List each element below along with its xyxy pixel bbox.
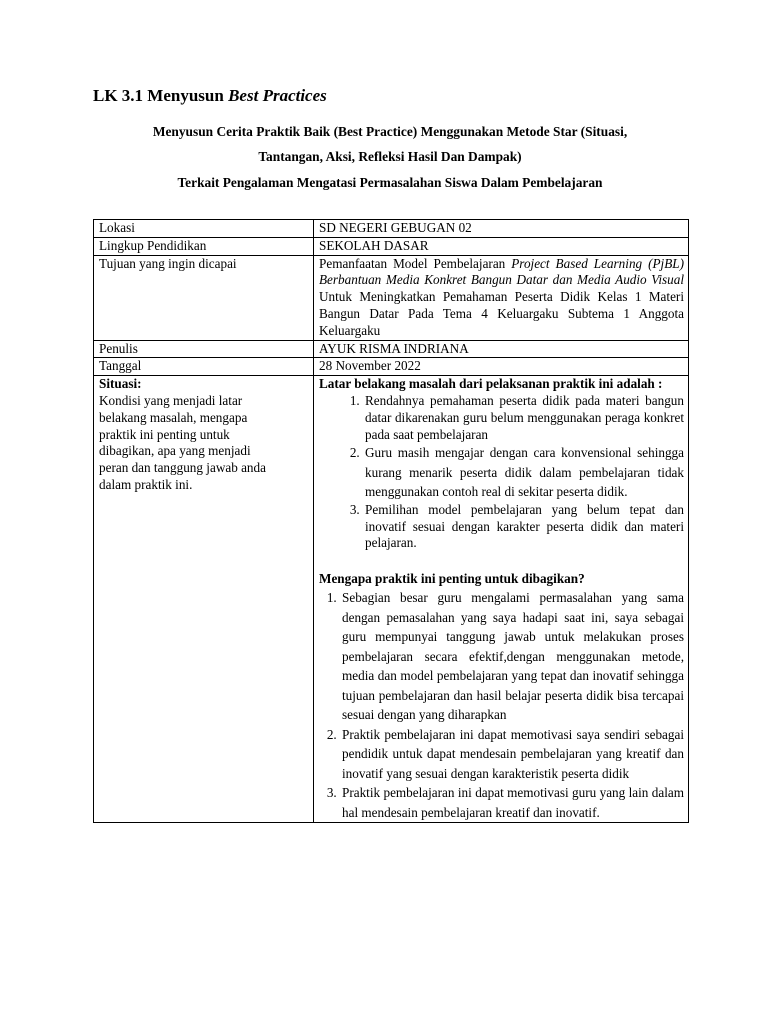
tanggal-value: 28 November 2022 xyxy=(314,358,689,376)
tujuan-text-2: Untuk Meningkatkan Pemahaman Peserta Didik Kelas 1 Materi Bangun Datar Pada Tema 4 Keluargaku Subtema 1 Anggota Keluargaku xyxy=(319,289,684,338)
latar-item-1: 1. Rendahnya pemahaman peserta didik pada materi bangun datar dikarenakan guru belum menggunakan peraga konkret pada saat pembelajaran xyxy=(363,393,684,443)
lingkup-label: Lingkup Pendidikan xyxy=(94,237,314,255)
row-tujuan xyxy=(94,255,689,340)
row-situasi xyxy=(94,376,689,823)
document-title xyxy=(93,86,327,106)
subtitle-line-2: Tantangan, Aksi, Refleksi Hasil Dan Dampak) xyxy=(258,149,522,164)
situasi-label: Situasi: xyxy=(99,376,142,392)
best-practice-table xyxy=(93,219,689,823)
mengapa-list xyxy=(319,588,684,822)
row-penulis xyxy=(94,340,689,358)
tujuan-text-italic: Project Based Learning (PjBL) Berbantuan Media Konkret Bangun Datar dan Media Audio Visual xyxy=(319,255,684,288)
tujuan-label: Tujuan yang ingin dicapai xyxy=(94,255,314,340)
tanggal-label: Tanggal xyxy=(94,358,314,376)
latar-list xyxy=(319,393,684,552)
mengapa-item-2: 2. Praktik pembelajaran ini dapat memotivasi saya sendiri sebagai pendidik untuk dapat mendesain pembelajaran yang kreatif dan inovatif yang sesuai dengan karakteristik peserta didik xyxy=(340,725,684,784)
row-lingkup xyxy=(94,237,689,255)
situasi-cell xyxy=(94,376,314,823)
situasi-content xyxy=(314,376,689,823)
mengapa-item-3: 3. Praktik pembelajaran ini dapat memotivasi guru yang lain dalam hal mendesain pembelajaran kreatif dan inovatif. xyxy=(340,783,684,822)
latar-item-2: 2. Guru masih mengajar dengan cara konvensional sehingga kurang menarik peserta didik dalam pembelajaran tidak menggunakan contoh real di sekitar peserta didik. xyxy=(363,443,684,502)
latar-item-3: 3. Pemilihan model pembelajaran yang belum tepat dan inovatif sesuai dengan karakter peserta didik dan materi pelajaran. xyxy=(363,502,684,552)
tujuan-text-1: Pemanfaatan Model Pembelajaran xyxy=(319,255,512,271)
penulis-label: Penulis xyxy=(94,340,314,358)
section-spacer xyxy=(319,552,684,571)
mengapa-heading: Mengapa praktik ini penting untuk dibagikan? xyxy=(319,571,585,587)
lokasi-label: Lokasi xyxy=(94,220,314,238)
title-italic: Best Practices xyxy=(228,86,327,105)
lokasi-value: SD NEGERI GEBUGAN 02 xyxy=(314,220,689,238)
title-prefix: LK 3.1 Menyusun xyxy=(93,86,229,105)
subtitle-line-1: Menyusun Cerita Praktik Baik (Best Practice) Menggunakan Metode Star (Situasi, xyxy=(152,124,628,139)
row-lokasi xyxy=(94,220,689,238)
row-tanggal xyxy=(94,358,689,376)
penulis-value: AYUK RISMA INDRIANA xyxy=(314,340,689,358)
latar-heading: Latar belakang masalah dari pelaksanan praktik ini adalah : xyxy=(319,376,663,392)
mengapa-item-1: 1. Sebagian besar guru mengalami permasalahan yang sama dengan pemasalahan yang saya hadapi saat ini, saya sebagai guru mempunyai tanggung jawab untuk melakukan proses pembelajaran secara efektif,dengan menggunakan metode, media dan model pembelajaran yang tepat dan inovatif sehingga tujuan pembelajaran dan hasil belajar peserta didik bisa tercapai sesuai dengan yang diharapkan xyxy=(340,588,684,725)
situasi-description: Kondisi yang menjadi latar belakang masalah, mengapa praktik ini penting untuk dibagikan, apa yang menjadi peran dan tanggung jawab anda dalam praktik ini. xyxy=(99,392,266,492)
lingkup-value: SEKOLAH DASAR xyxy=(314,237,689,255)
tujuan-value xyxy=(314,255,689,340)
subtitle-line-3: Terkait Pengalaman Mengatasi Permasalahan Siswa Dalam Pembelajaran xyxy=(177,175,603,190)
